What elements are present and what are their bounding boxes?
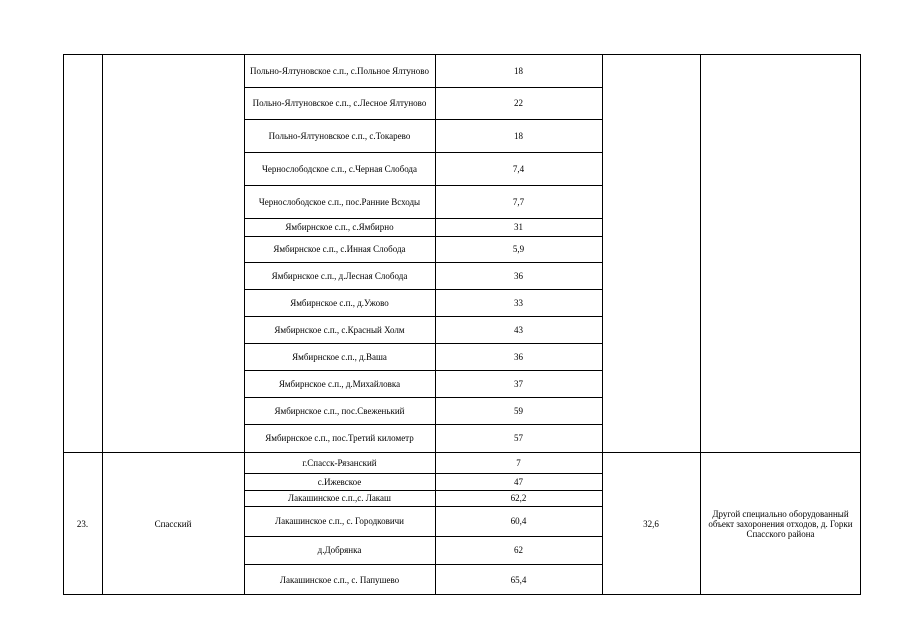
distance-cell: 43 [514,324,523,335]
distance-cell: 47 [514,476,523,487]
distance-cell: 65,4 [510,574,527,585]
distance-cell: 57 [514,433,523,443]
settlement-cell: Ямбирнское с.п., д.Лесная Слобода [271,270,408,281]
distance-cell: 36 [514,270,523,281]
settlement-cell: Ямбирнское с.п., с.Красный Холм [274,324,405,335]
distance-cell: 18 [514,130,523,141]
distance-cell: 31 [514,222,523,232]
settlement-cell: Лакашинское с.п.,с. Лакаш [288,493,391,503]
settlement-cell: Чернослободское с.п., с.Черная Слобода [261,163,418,174]
settlement-cell: Ямбирнское с.п., д.Ужово [290,297,389,308]
distance-cell: 7,4 [512,163,525,174]
settlement-cell: Лакашинское с.п., с. Папушево [279,574,400,585]
distance-cell: 7,7 [512,196,525,207]
district-cell: Спасский [154,518,192,529]
facility-cell: Другой специально оборудованный объект захоронения отходов, д. Горки Спасского района [708,508,853,539]
settlement-cell: Польно-Ялтуновское с.п., с.Лесное Ялтуново [252,98,427,108]
settlement-cell: Чернослободское с.п., пос.Ранние Всходы [258,196,421,207]
distance-cell: 7 [516,457,521,468]
distance-cell: 62 [514,545,523,555]
settlement-cell: Польно-Ялтуновское с.п., с.Токарево [268,130,411,141]
distance-cell: 18 [514,65,523,76]
settlement-cell: Ямбирнское с.п., д.Ваша [292,351,387,362]
distance-cell: 22 [514,98,523,108]
row-number-cell: 23. [76,518,89,529]
settlement-cell: Ямбирнское с.п., пос.Третий километр [265,433,414,443]
distance-cell: 5,9 [512,244,525,254]
settlement-cell: Ямбирнское с.п., с.Инная Слобода [273,244,406,254]
average-distance-cell: 32,6 [643,518,659,529]
settlement-cell: д.Добрянка [317,545,362,555]
settlement-cell: Польно-Ялтуновское с.п., с.Польное Ялтуново [250,65,429,76]
settlement-cell: г.Спасск-Рязанский [302,457,377,468]
distance-cell: 60,4 [510,516,527,526]
distance-cell: 62,2 [510,493,527,503]
distance-cell: 33 [514,297,523,308]
distance-cell: 59 [514,405,523,416]
settlement-cell: Лакашинское с.п., с. Городковичи [274,516,405,526]
settlement-cell: Ямбирнское с.п., пос.Свеженький [274,405,405,416]
distance-cell: 37 [514,378,523,389]
distance-cell: 36 [514,351,523,362]
settlement-cell: с.Ижевское [317,476,362,487]
settlement-cell: Ямбирнское с.п., с.Ямбирно [285,222,394,232]
settlement-cell: Ямбирнское с.п., д.Михайловка [278,378,401,389]
